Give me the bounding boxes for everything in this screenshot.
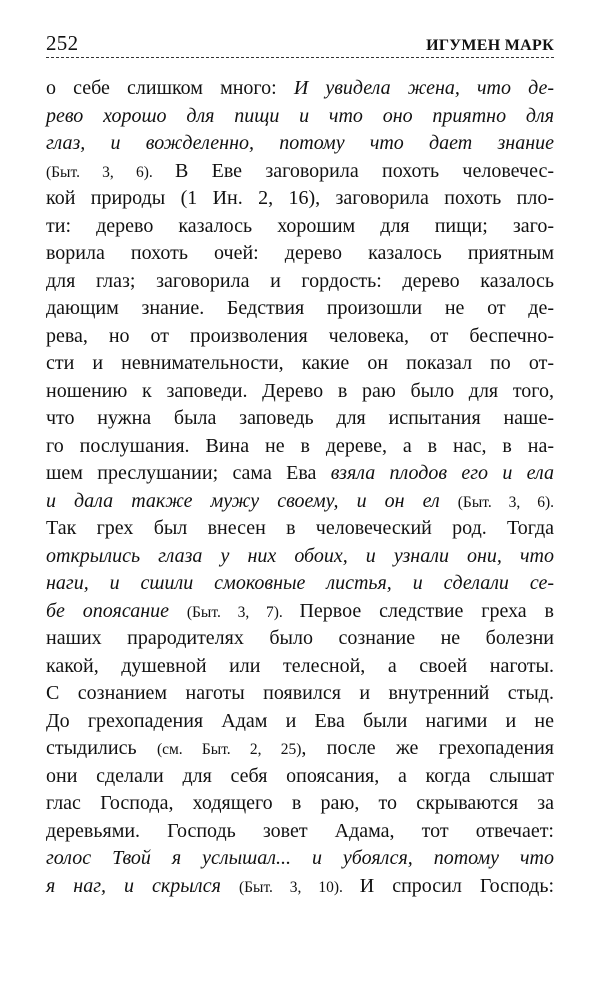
text-line bbox=[46, 240, 554, 268]
text-line bbox=[46, 845, 554, 873]
scripture-reference: (см. Быт. 2, 25) bbox=[156, 741, 302, 758]
text-run: наших прародителях было сознание не болезни bbox=[46, 627, 554, 649]
text-line bbox=[46, 818, 554, 846]
text-line bbox=[46, 515, 554, 543]
scripture-reference: (Быт. 3, 10). bbox=[238, 878, 360, 896]
scripture-quote: И увидела жена, что де- bbox=[293, 77, 554, 99]
text-run: Первое следствие греха в bbox=[299, 599, 554, 622]
scripture-quote: и дала также мужу своему, и он ел bbox=[46, 489, 458, 512]
scripture-quote: бе опоясание bbox=[46, 599, 187, 622]
text-run: шем преслушании; сама Ева bbox=[46, 462, 331, 484]
scripture-reference: (Быт. 3, 7). bbox=[186, 603, 300, 621]
text-line bbox=[46, 625, 554, 653]
text-line bbox=[46, 158, 554, 186]
text-line bbox=[46, 763, 554, 791]
text-line bbox=[46, 488, 554, 516]
page-number: 252 bbox=[46, 31, 79, 55]
text-line bbox=[46, 708, 554, 736]
text-run: какой, душевной или телесной, а своей наготы. bbox=[46, 654, 554, 677]
scripture-quote: голос Твой я услышал... и убоялся, потому что bbox=[46, 847, 554, 869]
text-line bbox=[46, 735, 554, 763]
scripture-quote: открылись глаза у них обоих, и узнали они, что bbox=[46, 544, 554, 567]
text-run: деревьями. Господь зовет Адама, тот отвечает: bbox=[46, 819, 554, 842]
scripture-quote: взяла плодов его и ела bbox=[330, 462, 554, 484]
text-line bbox=[46, 350, 554, 378]
text-run: го послушания. Вина не в дереве, а в нас, в на- bbox=[46, 434, 554, 457]
text-line bbox=[46, 543, 554, 571]
text-run: До грехопадения Адам и Ева были нагими и не bbox=[46, 709, 554, 732]
text-run: стыдились bbox=[46, 737, 157, 759]
text-run: что нужна была заповедь для испытания наше- bbox=[46, 407, 554, 429]
text-line bbox=[46, 570, 554, 598]
text-run: ношению к заповеди. Дерево в раю было для того, bbox=[46, 379, 554, 402]
text-line bbox=[46, 405, 554, 433]
text-run: С сознанием наготы появился и внутренний стыд. bbox=[46, 682, 554, 704]
scripture-quote: наги, и сшили смоковные листья, и сделали се- bbox=[46, 572, 554, 594]
scripture-quote: рево хорошо для пищи и что оно приятно для bbox=[46, 104, 554, 127]
text-run: ти: дерево казалось хорошим для пищи; заго- bbox=[46, 214, 554, 237]
text-run: Так грех был внесен в человеческий род. Тогда bbox=[46, 517, 554, 539]
text-line bbox=[46, 653, 554, 681]
text-run: глас Господа, ходящего в раю, то скрываются за bbox=[46, 792, 554, 814]
running-header bbox=[46, 30, 554, 58]
text-run: ворила похоть очей: дерево казалось приятным bbox=[46, 242, 554, 264]
text-line bbox=[46, 873, 554, 901]
body-text bbox=[46, 75, 554, 900]
text-run: И спросил Господь: bbox=[359, 874, 555, 897]
text-run: они сделали для себя опоясания, а когда слышат bbox=[46, 764, 554, 787]
text-line bbox=[46, 460, 554, 488]
text-line bbox=[46, 433, 554, 461]
scripture-reference: (Быт. 3, 6). bbox=[46, 163, 175, 181]
text-run: для глаз; заговорила и гордость: дерево казалось bbox=[46, 269, 554, 292]
text-line bbox=[46, 130, 554, 158]
text-line bbox=[46, 790, 554, 818]
scripture-reference: (Быт. 3, 6). bbox=[457, 493, 554, 511]
text-run: рева, но от произволения человека, от беспечно- bbox=[46, 324, 554, 347]
text-run: о себе слишком много: bbox=[46, 77, 294, 99]
running-title: ИГУМЕН МАРК bbox=[426, 37, 554, 54]
text-line bbox=[46, 598, 554, 626]
text-run: сти и невнимательности, какие он показал по от- bbox=[46, 352, 554, 374]
text-line bbox=[46, 378, 554, 406]
text-run: , после же грехопадения bbox=[301, 737, 554, 759]
text-line bbox=[46, 185, 554, 213]
text-line bbox=[46, 680, 554, 708]
text-line bbox=[46, 323, 554, 351]
text-run: кой природы (1 Ин. 2, 16), заговорила похоть пло- bbox=[46, 187, 554, 209]
text-run: дающим знание. Бедствия произошли не от де- bbox=[46, 297, 554, 319]
text-line bbox=[46, 295, 554, 323]
text-line bbox=[46, 268, 554, 296]
text-run: В Еве заговорила похоть человечес- bbox=[174, 159, 554, 182]
text-line bbox=[46, 213, 554, 241]
text-line bbox=[46, 103, 554, 131]
text-line bbox=[46, 75, 554, 103]
scripture-quote: я наг, и скрылся bbox=[46, 874, 239, 897]
scripture-quote: глаз, и вожделенно, потому что дает знание bbox=[46, 132, 554, 154]
